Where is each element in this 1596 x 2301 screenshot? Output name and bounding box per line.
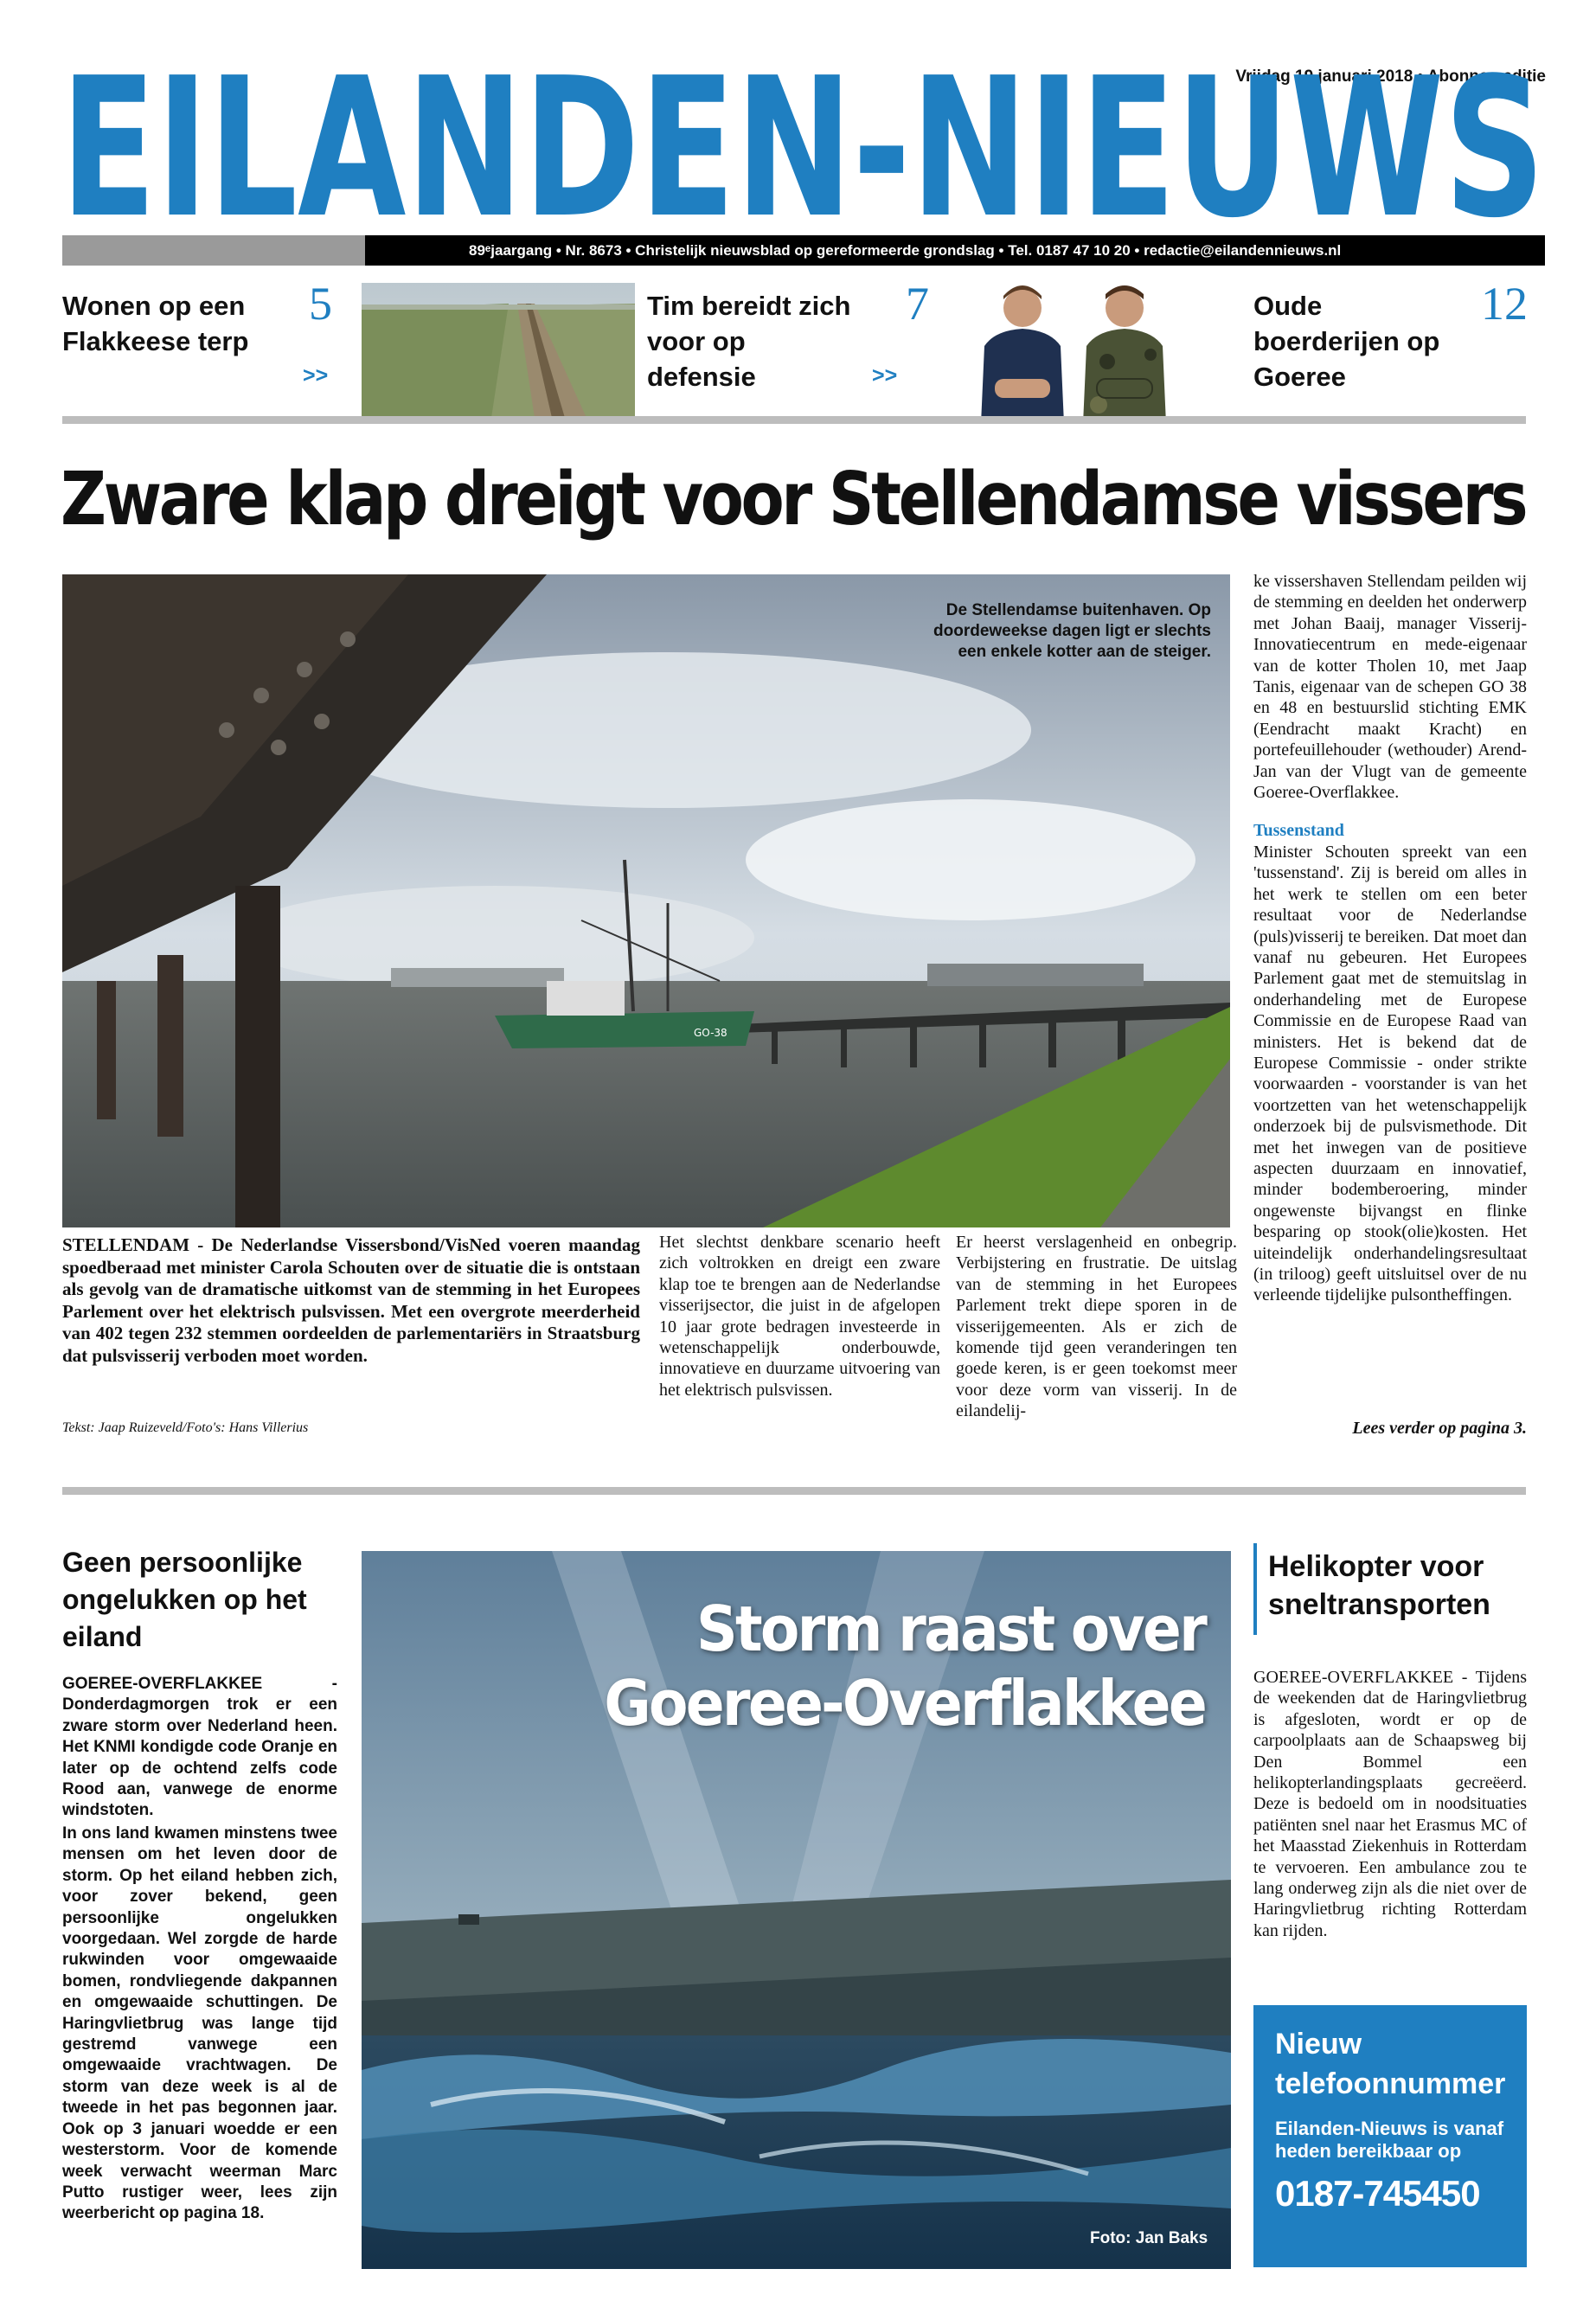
section-divider-2 bbox=[62, 1487, 1526, 1495]
heli-body: GOEREE-OVERFLAKKEE - Tijdens de weekenden dat de Haringvlietbrug is afgesloten, wordt er op de carpoolplaats aan de Schaapsweg bij Den Bommel een helikopterlandingsplaats gecreëerd. Deze is bedoeld om in noodsituaties patiënten snel naar het Erasmus MC of het Maasstad Ziekenhuis in Rotterdam te vervoeren. Een ambulance zou te lang onderweg zijn als die niet over de Haringvlietbrug richting Rotterdam kan rijden. bbox=[1253, 1668, 1527, 1940]
teaser-3-page: 12 bbox=[1481, 278, 1528, 330]
storm-headline: Geen persoonlijke ongelukken op het eiland bbox=[62, 1547, 307, 1652]
heli-accent-bar bbox=[1253, 1543, 1257, 1635]
new-phone-text: Eilanden-Nieuws is vanaf heden bereikbaar op bbox=[1275, 2118, 1504, 2162]
teaser-3-title[interactable]: Oude boerderijen op Goeree bbox=[1253, 291, 1440, 392]
teaser-1-photo bbox=[362, 283, 635, 418]
teaser-1-arrow[interactable]: >> bbox=[303, 363, 329, 388]
lead-col-4 bbox=[1253, 571, 1527, 1306]
new-phone-number[interactable]: 0187-745450 bbox=[1275, 2173, 1480, 2214]
section-divider bbox=[62, 416, 1526, 424]
teaser-2-arrow[interactable]: >> bbox=[872, 363, 898, 388]
storm-photo-title bbox=[429, 1592, 1205, 1740]
lead-col-2: Het slechtst denkbare scenario heeft zich voltrokken en dreigt een zware klap toe te brengen aan de Nederlandse visserijsector, die juist in de afgelopen 10 jaar grote bedragen investeerde in wetenschappelijk onderbouwde, innovatieve en duurzame uitvoering van het elektrisch pulsvissen. bbox=[659, 1233, 940, 1400]
lead-intro: STELLENDAM - De Nederlandse Vissersbond/VisNed voeren maandag spoedberaad met minister Carola Schouten over de situatie die is ontstaan als gevolg van de dramatische uitkomst van de stemming in het Europees Parlement over het elektrisch pulsvissen. Met een overgrote meerderheid van 402 tegen 232 stemmen oordeelden de parlementariërs in Straatsburg dat pulsvisserij verboden moet worden. bbox=[62, 1234, 640, 1366]
storm-p2: In ons land kwamen minstens twee mensen om het leven door de storm. Op het eiland hebben zich, voor zover bekend, geen persoonlijke ongelukken voorgedaan. Wel zorgde de harde rukwinden voor omgewaaide bomen, rondvliegende dakpannen en omgewaaide schuttingen. De Haringvlietbrug was lange tijd gestremd vanwege een omgewaaide vrachtwagen. De storm van deze week is al de tweede in het pas begonnen jaar. Ook op 3 januari woedde er een westerstorm. Voor de komende week verwacht weerman Marc Putto rustiger weer, lees zijn weerbericht op pagina 18. bbox=[62, 1824, 337, 2223]
masthead-gray-bar bbox=[62, 235, 365, 266]
masthead-logo bbox=[61, 69, 1548, 221]
masthead-info-text: 89ᵉjaargang • Nr. 8673 • Christelijk nieuwsblad op gereformeerde grondslag • Tel. 0187 47 10 20 • redactie@eilandennieuws.nl bbox=[469, 241, 1342, 259]
storm-p1: GOEREE-OVERFLAKKEE - Donderdagmorgen trok er een zware storm over Nederland heen. Het KNMI kondigde code Oranje en later op de ochtend zelfs code Rood aan, vanwege de enorme windstoten. bbox=[62, 1675, 337, 1820]
heli-headline: Helikopter voor sneltransporten bbox=[1268, 1550, 1490, 1621]
teaser-2-page: 7 bbox=[906, 278, 929, 330]
lead-headline: Zware klap dreigt voor Stellendamse vissers bbox=[61, 457, 1526, 542]
teaser-1-title[interactable]: Wonen op een Flakkeese terp bbox=[62, 291, 249, 356]
new-phone-title: Nieuw telefoonnummer bbox=[1275, 2028, 1506, 2100]
masthead-title: EILANDEN-NIEUWS bbox=[61, 69, 1545, 221]
teaser-2-photo bbox=[969, 275, 1176, 424]
teaser-1-page: 5 bbox=[309, 278, 332, 330]
lead-col-4-p1: ke vissershaven Stellendam peilden wij de stemming en deelden het onderwerp met Johan Baaij, manager Visserij-Innovatiecentrum en mede-eigenaar van de kotter Tholen 10, met Jaap Tanis, eigenaar van de schepen GO 38 en 48 en bestuurslid stichting EMK (Eendracht maakt Kracht) en portefeuillehouder (wethouder) Arend-Jan van der Vlugt van de gemeente Goeree-Overflakkee. bbox=[1253, 572, 1527, 803]
edition-date: Vrijdag 19 januari 2018 • Abonnee-editie bbox=[1235, 67, 1546, 86]
storm-photo-title-line1: Storm raast over bbox=[696, 1593, 1205, 1665]
lead-col-3: Er heerst verslagenheid en onbegrip. Verbijstering en frustratie. De uitslag van de stemming in het Europees Parlement trekt diepe sporen in de visserijgemeenten. Als er zich de komende tijd geen veranderingen ten goede keren, is er geen toekomst meer voor deze vorm van visserij. In de eilandelij- bbox=[956, 1233, 1237, 1421]
lead-col-4-p2: Minister Schouten spreekt van een 'tussenstand'. Zij is bereid om alles in het werk te stellen om een beter resultaat voor de Nederlandse (puls)visserij te bereiken. Dat moet dan vanaf nu gebeuren. Het Europees Parlement gaat met de stemuitslag in onderhandeling met de Europese Commissie en de Europese Raad van ministers. Het is bekend dat de Europese Commissie - onder strikte voorwaarden - voorstander is van het voortzetten van het wetenschappelijk onderzoek bij de pulsvismethode. Dit met het inwegen van de positieve aspecten duurzaam en innovatief, minder bodemberoering, minder ongewenste bijvangst en flinke besparing op stook(olie)kosten. Het uiteindelijk onderhandelingsresultaat (in triloog) geeft uitsluitsel over de nu verleende tijdelijke pulsontheffingen. bbox=[1253, 842, 1527, 1305]
lead-photo bbox=[62, 574, 1230, 1227]
tussenstand-subhead: Tussenstand bbox=[1253, 821, 1344, 841]
boat-id: GO-38 bbox=[694, 1027, 727, 1039]
lead-credit: Tekst: Jaap Ruizeveld/Foto's: Hans Villerius bbox=[62, 1420, 309, 1435]
lead-photo-caption: De Stellendamse buitenhaven. Op doordeweekse dagen ligt er slechts een enkele kotter aan de steiger. bbox=[933, 601, 1211, 661]
masthead-info-bar bbox=[365, 235, 1545, 266]
storm-photo-credit: Foto: Jan Baks bbox=[1090, 2229, 1208, 2247]
teaser-2-title[interactable]: Tim bereidt zich voor op defensie bbox=[647, 291, 851, 392]
storm-photo-title-line2: Goeree-Overflakkee bbox=[604, 1667, 1205, 1740]
continue-link[interactable]: Lees verder op pagina 3. bbox=[1352, 1419, 1527, 1438]
